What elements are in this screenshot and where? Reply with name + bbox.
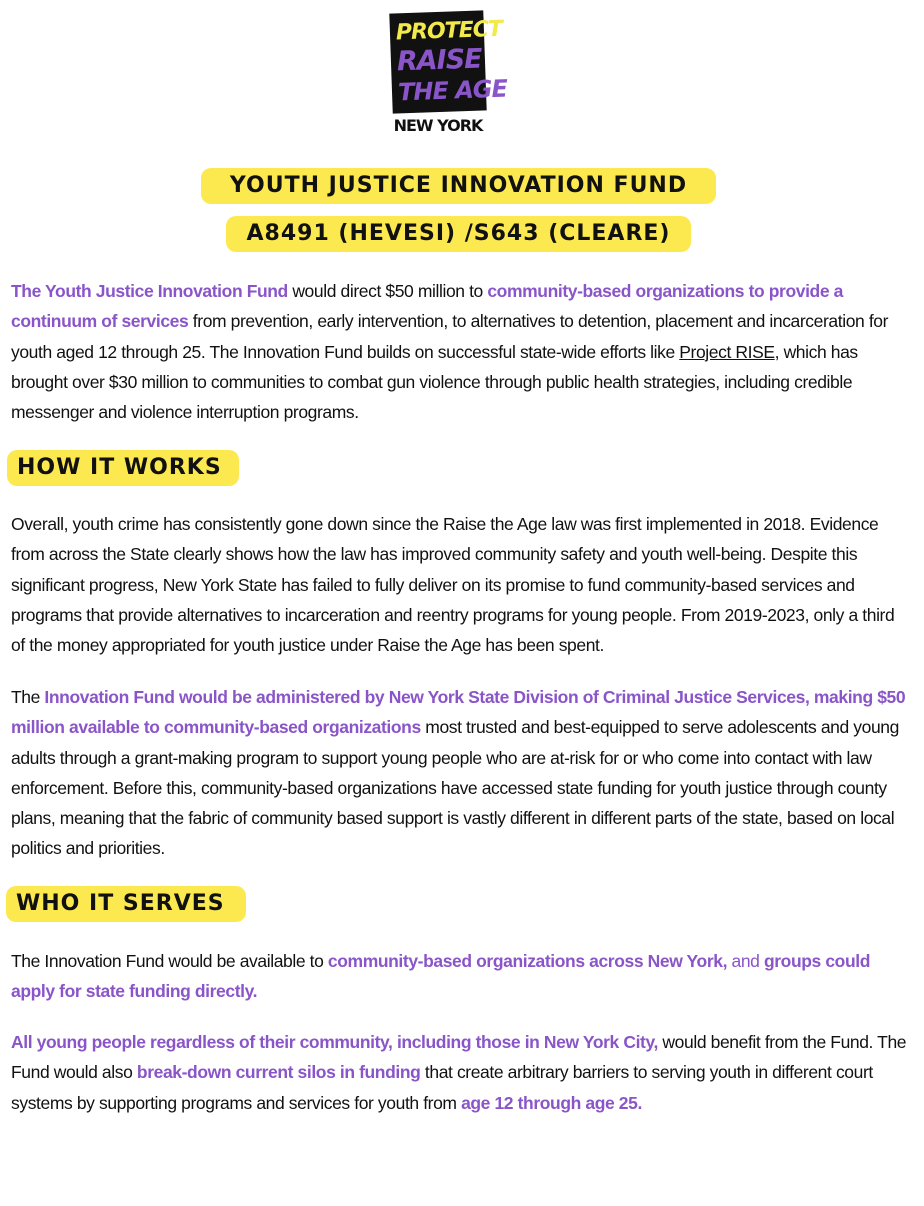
intro-highlight-fund: The Youth Justice Innovation Fund <box>11 281 288 301</box>
project-rise-link[interactable]: Project RISE <box>679 341 775 362</box>
logo-line-raise: RAISE <box>396 43 483 78</box>
intro-highlight-cbo: community-based organizations to provide a continuum of services <box>11 281 843 332</box>
who-it-serves-paragraph-1 <box>11 946 909 1007</box>
wis-text-3: that create arbitrary barriers to serving youth in different court systems by supporting programs and services for youth from <box>11 1062 873 1113</box>
hiw-text-2: most trusted and best-equipped to serve adolescents and young adults through a grant-making program to support young people who are at-risk for or who come into contact with law enforcement. Before this, community-based organizations have accessed state funding for youth justice through county plans, meaning that the fabric of community based support is vastly different in different parts of the state, based on local politics and priorities. <box>11 717 899 859</box>
how-it-works-paragraph-1: Overall, youth crime has consistently gone down since the Raise the Age law was first implemented in 2018. Evidence from across the State clearly shows how the law has improved community safety and youth well-being. Despite this significant progress, New York State has failed to fully deliver on its promise to fund community-based services and programs that provide alternatives to incarceration and reentry programs for young people. From 2019-2023, only a third of the money appropriated for youth justice under Raise the Age has been spent. <box>11 514 895 656</box>
hiw-highlight-dcjs: Innovation Fund would be administered by New York State Division of Criminal Justice Services, making $50 million available to community-based organizations <box>11 687 906 738</box>
logo-line-protect: PROTECT <box>395 16 503 46</box>
hiw-text-1: The <box>11 687 45 707</box>
wis-highlight-age-range: age 12 through age 25. <box>461 1092 642 1113</box>
logo-subtitle: NEW YORK <box>393 116 483 135</box>
logo <box>390 12 508 135</box>
wis-highlight-groups: groups could apply for state funding directly. <box>11 951 870 1002</box>
wis-text-2: would benefit from the Fund. The Fund would also <box>11 1032 907 1083</box>
who-it-serves-heading: WHO IT SERVES <box>6 886 246 922</box>
logo-badge <box>389 10 508 113</box>
how-it-works-paragraph-2 <box>11 682 909 864</box>
wis-highlight-young-people: All young people regardless of their community, including those in New York City, <box>11 1032 658 1052</box>
wis-text-and: and <box>727 951 764 971</box>
wis-text-1: The Innovation Fund would be available to <box>11 951 328 971</box>
logo-line-the-age: THE AGE <box>397 74 508 107</box>
intro-text-2: from prevention, early intervention, to alternatives to detention, placement and incarceration for youth aged 12 through 25. The Innovation Fund builds on successful state-wide efforts like <box>11 311 889 362</box>
how-it-works-heading: HOW IT WORKS <box>7 450 239 486</box>
page-title: YOUTH JUSTICE INNOVATION FUND <box>201 168 716 204</box>
who-it-serves-paragraph-2 <box>11 1027 909 1118</box>
bill-number: A8491 (HEVESI) /S643 (CLEARE) <box>226 216 691 252</box>
intro-text-3: , which has brought over $30 million to communities to combat gun violence through public health strategies, including credible messenger and violence interruption programs. <box>11 341 858 423</box>
intro-text-1: would direct $50 million to <box>287 281 488 301</box>
wis-highlight-silos: break-down current silos in funding <box>136 1062 421 1083</box>
intro-paragraph <box>11 276 909 427</box>
wis-highlight-cbo: community-based organizations across New York, <box>327 951 728 971</box>
